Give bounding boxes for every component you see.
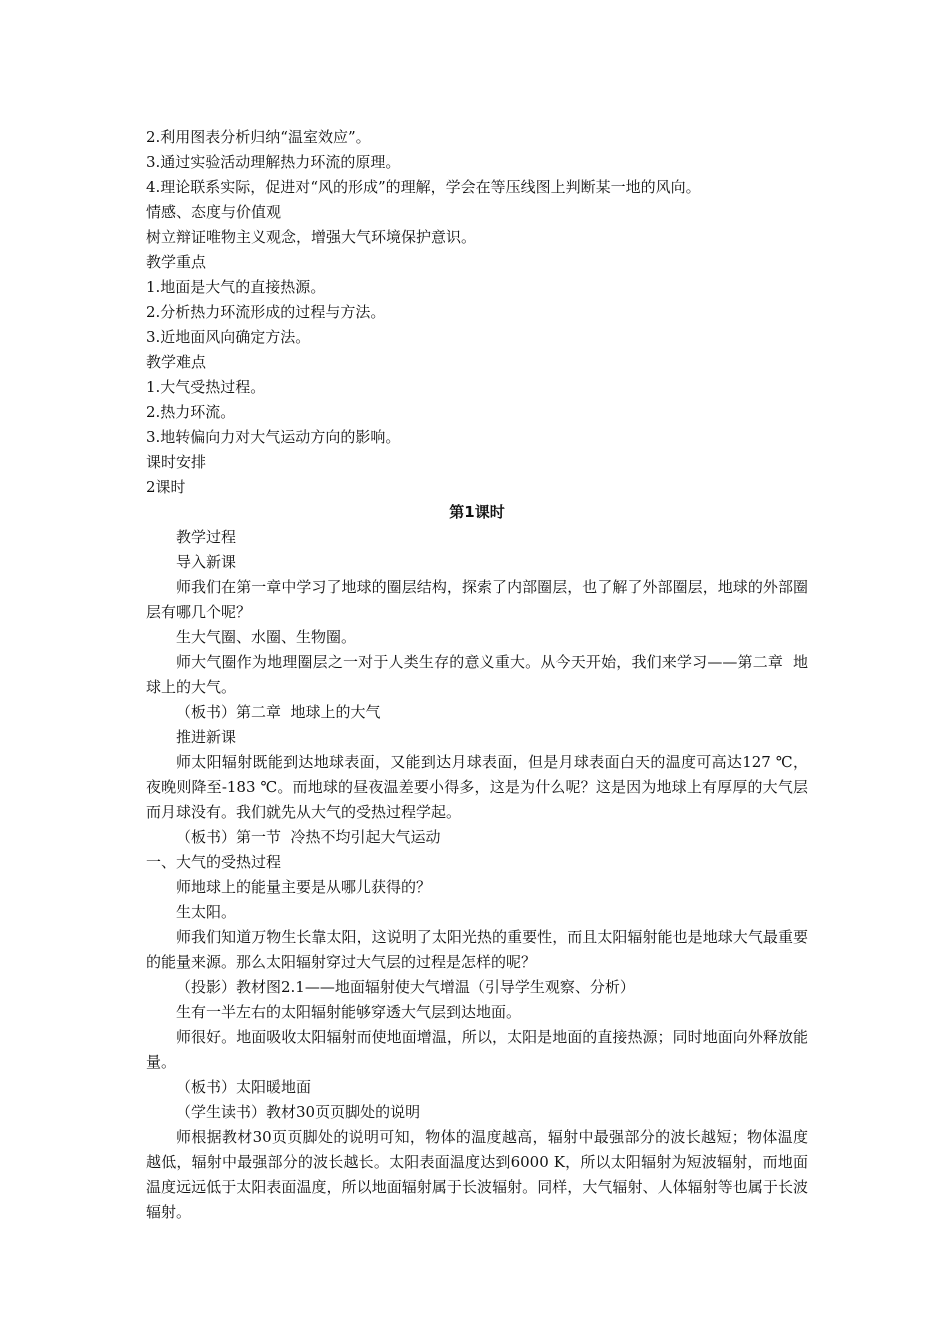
heading-values: 情感、态度与价值观 xyxy=(146,203,282,221)
key-point-line: 1.地面是大气的直接热源。 xyxy=(146,278,326,296)
paragraph: 生大气圈、水圈、生物圈。 xyxy=(176,628,357,646)
paragraph: （投影）教材图2.1——地面辐射使大气增温（引导学生观察、分析） xyxy=(176,978,635,996)
paragraph: 师我们知道万物生长靠太阳，这说明了太阳光热的重要性，而且太阳辐射能也是地球大气最重要的能量来源。那么太阳辐射穿过大气层的过程是怎样的呢？ xyxy=(146,928,808,971)
key-point-line: 2.分析热力环流形成的过程与方法。 xyxy=(146,303,386,321)
paragraph: （板书）太阳暖地面 xyxy=(176,1078,312,1096)
heading-difficulties: 教学难点 xyxy=(146,353,207,371)
paragraph: 师大气圈作为地理圈层之一对于人类生存的意义重大。从今天开始，我们来学习——第二章 地球上的大气。 xyxy=(146,653,808,696)
paragraph: 师我们在第一章中学习了地球的圈层结构，探索了内部圈层，也了解了外部圈层，地球的外部圈层有哪几个呢？ xyxy=(146,578,808,621)
heading-schedule: 课时安排 xyxy=(146,453,207,471)
section-heading: 一、大气的受热过程 xyxy=(146,853,282,871)
paragraph: 推进新课 xyxy=(176,728,237,746)
paragraph: 师地球上的能量主要是从哪儿获得的？ xyxy=(176,878,432,896)
paragraph: 师太阳辐射既能到达地球表面，又能到达月球表面，但是月球表面白天的温度可高达127 ℃，夜晚则降至-183 ℃。而地球的昼夜温差要小得多，这是为什么呢？这是因为地球上有厚厚的大气层而月球没有。我们就先从大气的受热过程学起。 xyxy=(146,753,808,821)
objective-line: 4.理论联系实际，促进对“风的形成”的理解，学会在等压线图上判断某一地的风向。 xyxy=(146,178,701,196)
paragraph: 导入新课 xyxy=(176,553,237,571)
schedule-line: 2课时 xyxy=(146,478,186,496)
objective-line: 3.通过实验活动理解热力环流的原理。 xyxy=(146,153,401,171)
paragraph: （板书）第二章 地球上的大气 xyxy=(176,703,381,721)
objective-line: 2.利用图表分析归纳“温室效应”。 xyxy=(146,128,371,146)
key-point-line: 3.近地面风向确定方法。 xyxy=(146,328,311,346)
values-line: 树立辩证唯物主义观念，增强大气环境保护意识。 xyxy=(146,228,477,246)
paragraph: （板书）第一节 冷热不均引起大气运动 xyxy=(176,828,441,846)
document-page xyxy=(146,125,808,1225)
paragraph: 教学过程 xyxy=(176,528,237,546)
difficulty-line: 2.热力环流。 xyxy=(146,403,236,421)
difficulty-line: 1.大气受热过程。 xyxy=(146,378,266,396)
lesson-title: 第1课时 xyxy=(449,503,505,521)
paragraph: 生太阳。 xyxy=(176,903,237,921)
paragraph: 生有一半左右的太阳辐射能够穿透大气层到达地面。 xyxy=(176,1003,522,1021)
difficulty-line: 3.地转偏向力对大气运动方向的影响。 xyxy=(146,428,401,446)
paragraph: （学生读书）教材30页页脚处的说明 xyxy=(176,1103,421,1121)
heading-key-points: 教学重点 xyxy=(146,253,207,271)
paragraph: 师根据教材30页页脚处的说明可知，物体的温度越高，辐射中最强部分的波长越短；物体温度越低，辐射中最强部分的波长越长。太阳表面温度达到6000 K，所以太阳辐射为短波辐射，而地面温度远远低于太阳表面温度，所以地面辐射属于长波辐射。同样，大气辐射、人体辐射等也属于长波辐射。 xyxy=(146,1128,808,1221)
paragraph: 师很好。地面吸收太阳辐射而使地面增温，所以，太阳是地面的直接热源；同时地面向外释放能量。 xyxy=(146,1028,808,1071)
